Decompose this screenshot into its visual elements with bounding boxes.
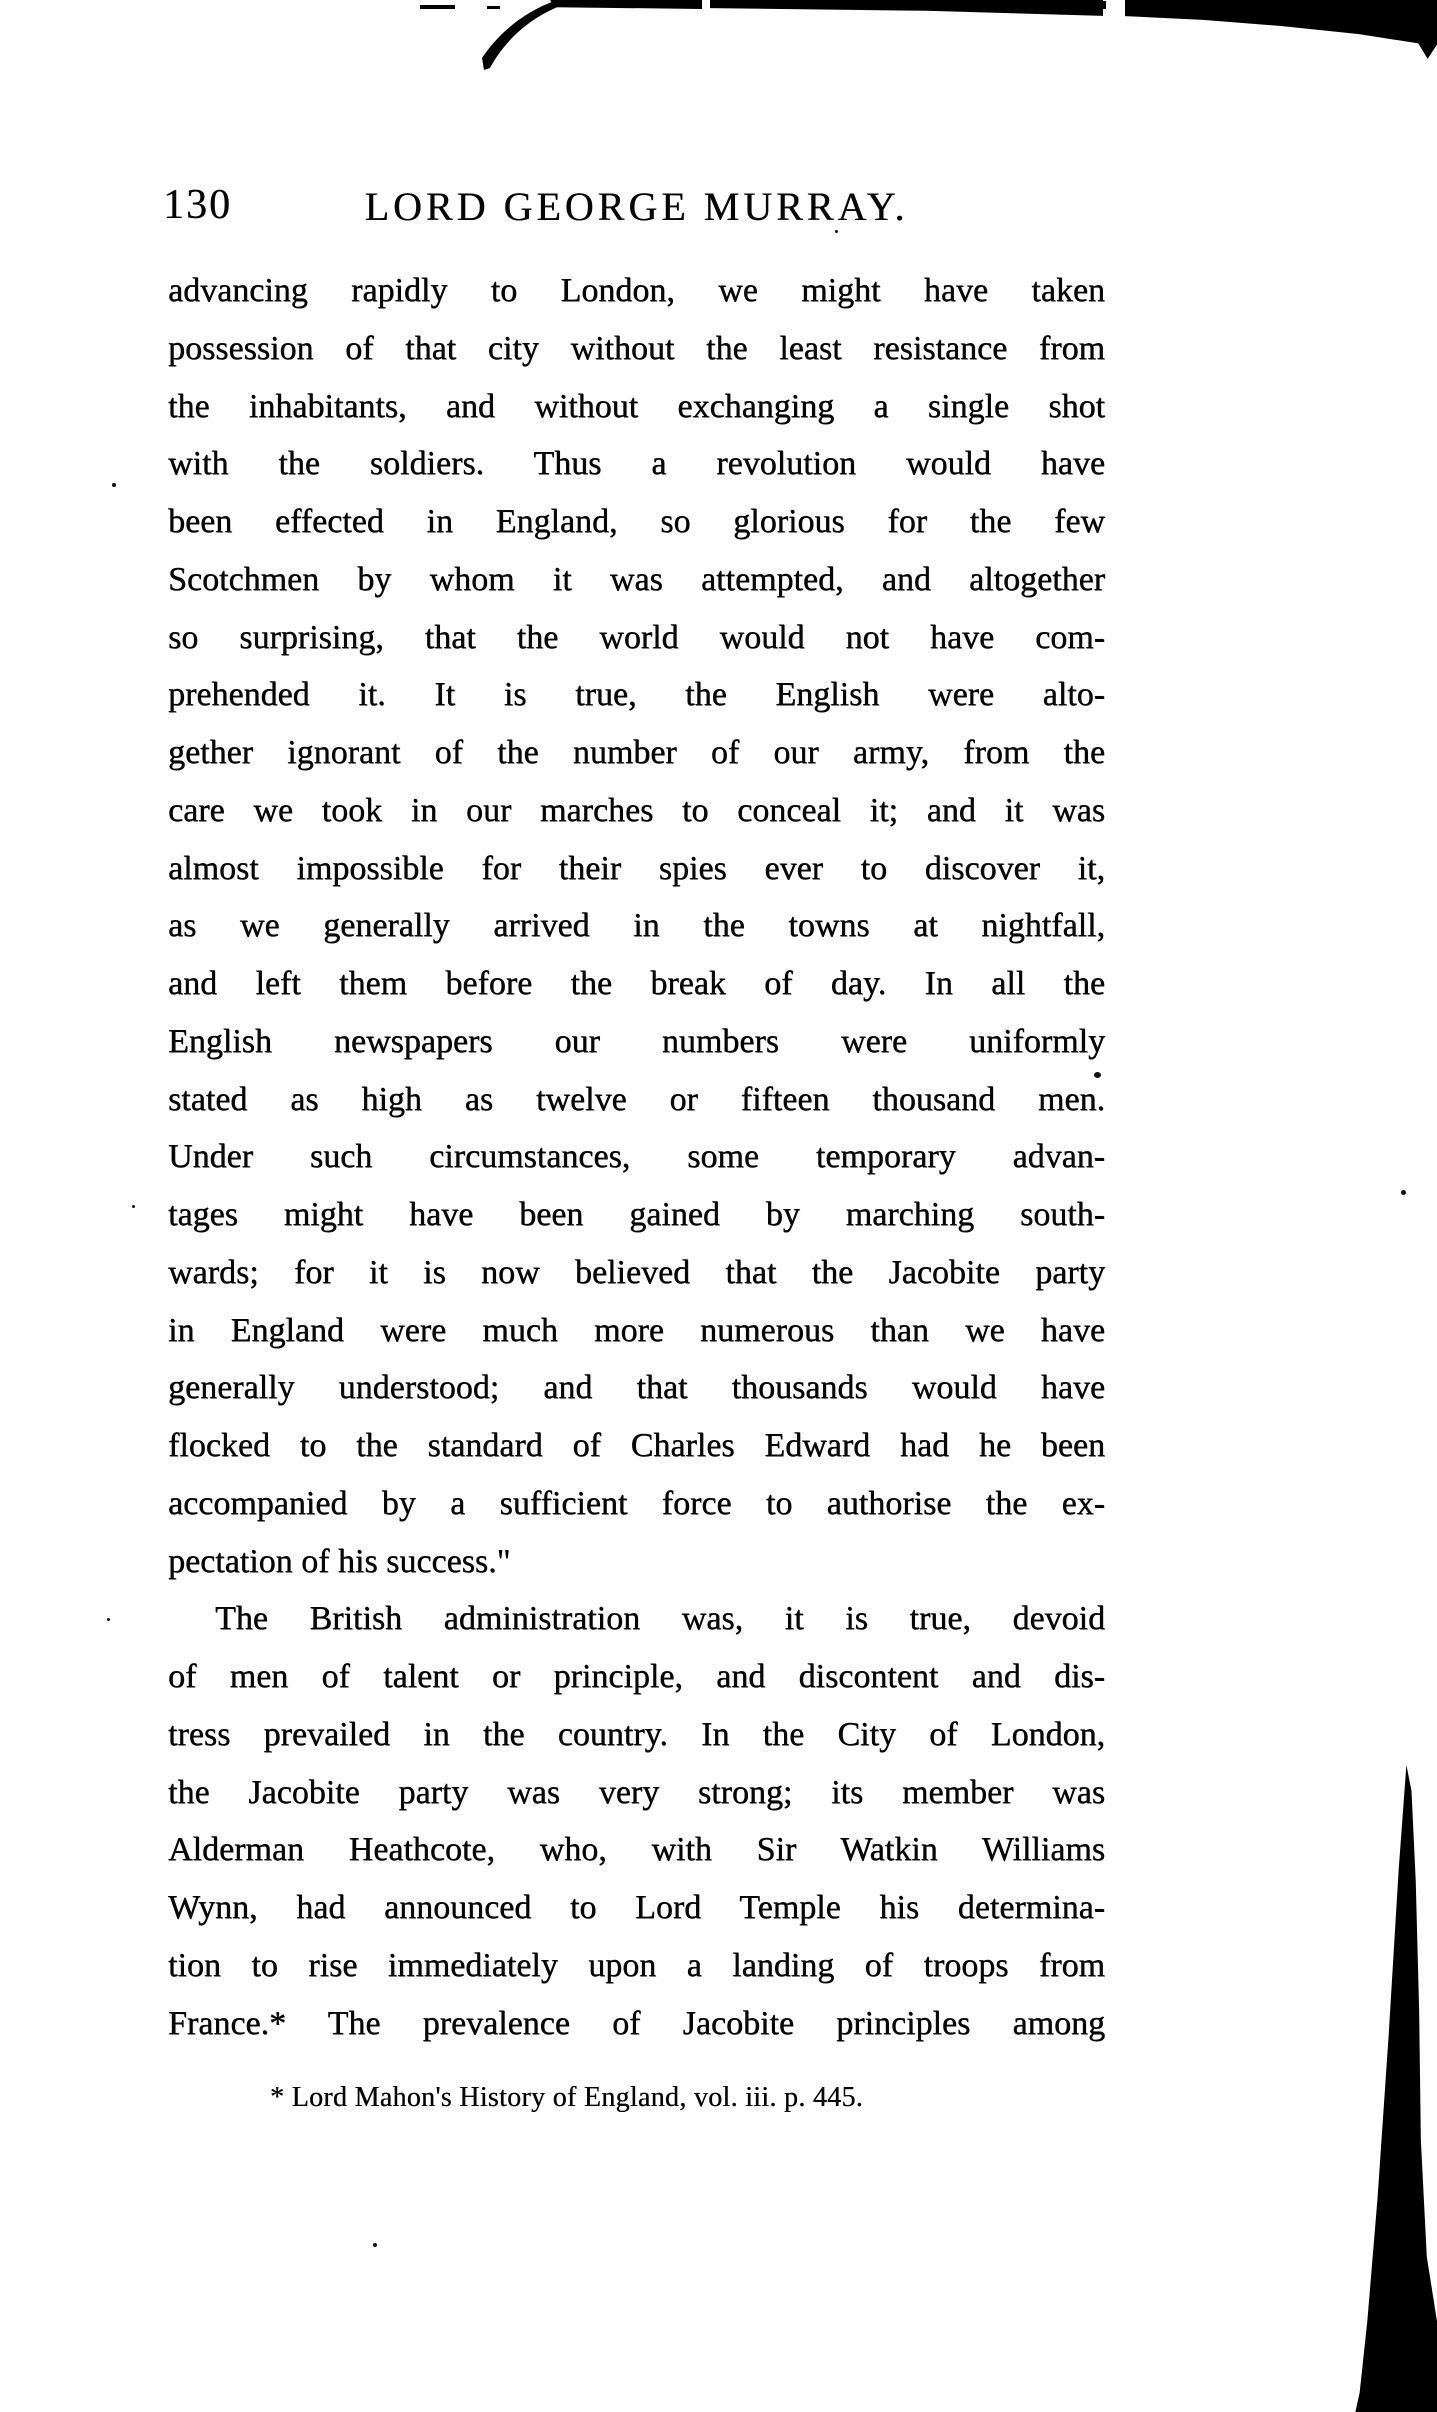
text-line: of men of talent or principle, and discontent and dis-: [168, 1658, 1105, 1695]
text-line: Under such circumstances, some temporary advan-: [168, 1138, 1105, 1176]
text-line: wards; for it is now believed that the Jacobite party: [168, 1253, 1105, 1291]
text-line: Scotchmen by whom it was attempted, and altogether: [168, 560, 1105, 598]
footnote: * Lord Mahon's History of England, vol. iii. p. 445.: [270, 2082, 864, 2113]
bottom-right-gutter-shadow: [1352, 1765, 1437, 2412]
text-line: Wynn, had announced to Lord Temple his determina-: [168, 1889, 1105, 1926]
running-header: LORD GEORGE MURRAY.: [364, 184, 909, 229]
body-text: [168, 262, 1105, 2052]
text-line: been effected in England, so glorious for the few: [168, 503, 1105, 540]
text-line: The British administration was, it is true, devoid: [215, 1600, 1105, 1638]
text-line: so surprising, that the world would not have com-: [168, 618, 1105, 656]
text-line: stated as high as twelve or fifteen thousand men.: [168, 1080, 1105, 1118]
text-line: gether ignorant of the number of our army, from the: [168, 734, 1105, 771]
top-edge-mark: [710, 0, 1103, 18]
top-right-page-edge-shadow: [1125, 0, 1437, 62]
text-line: with the soldiers. Thus a revolution would have: [168, 445, 1105, 483]
ink-speck: [487, 6, 500, 9]
page-number: 130: [163, 182, 232, 228]
text-line: tion to rise immediately upon a landing of troops from: [168, 1946, 1105, 1984]
text-line: prehended it. It is true, the English were alto-: [168, 676, 1105, 714]
paragraph-quotation: [168, 262, 1105, 1590]
text-line: tages might have been gained by marching south-: [168, 1196, 1105, 1233]
text-line: possession of that city without the least resistance from: [168, 329, 1105, 367]
noise-dot: [132, 1205, 135, 1208]
noise-dot: [112, 483, 116, 487]
text-line: Alderman Heathcote, who, with Sir Watkin Williams: [168, 1831, 1105, 1869]
text-line: almost impossible for their spies ever to discover it,: [168, 849, 1105, 887]
text-line: generally understood; and that thousands would have: [168, 1369, 1105, 1407]
text-line: in England were much more numerous than we have: [168, 1311, 1105, 1349]
text-line: the Jacobite party was very strong; its member was: [168, 1773, 1105, 1811]
noise-dot: [1401, 1190, 1406, 1195]
text-line: pectation of his success.": [168, 1542, 511, 1580]
ink-speck: [420, 5, 455, 9]
text-line: the inhabitants, and without exchanging a single shot: [168, 387, 1105, 425]
text-line: care we took in our marches to conceal it; and it was: [168, 791, 1105, 829]
noise-dot: [835, 230, 838, 233]
text-line: tress prevailed in the country. In the City of London,: [168, 1715, 1105, 1753]
noise-dot: [107, 1618, 110, 1621]
text-line: as we generally arrived in the towns at nightfall,: [168, 907, 1105, 945]
text-line: and left them before the break of day. In all the: [168, 965, 1105, 1002]
text-line: English newspapers our numbers were uniformly: [168, 1022, 1105, 1060]
noise-dot: [373, 2243, 377, 2247]
ink-swoosh-artifact: [460, 0, 590, 78]
paragraph-2: [168, 1590, 1105, 2052]
text-line: advancing rapidly to London, we might have taken: [168, 272, 1105, 309]
text-line: accompanied by a sufficient force to authorise the ex-: [168, 1484, 1105, 1522]
text-line: France.* The prevalence of Jacobite principles among: [168, 2004, 1105, 2042]
text-line: flocked to the standard of Charles Edward had he been: [168, 1427, 1105, 1464]
ink-speck: [1098, 1, 1106, 9]
